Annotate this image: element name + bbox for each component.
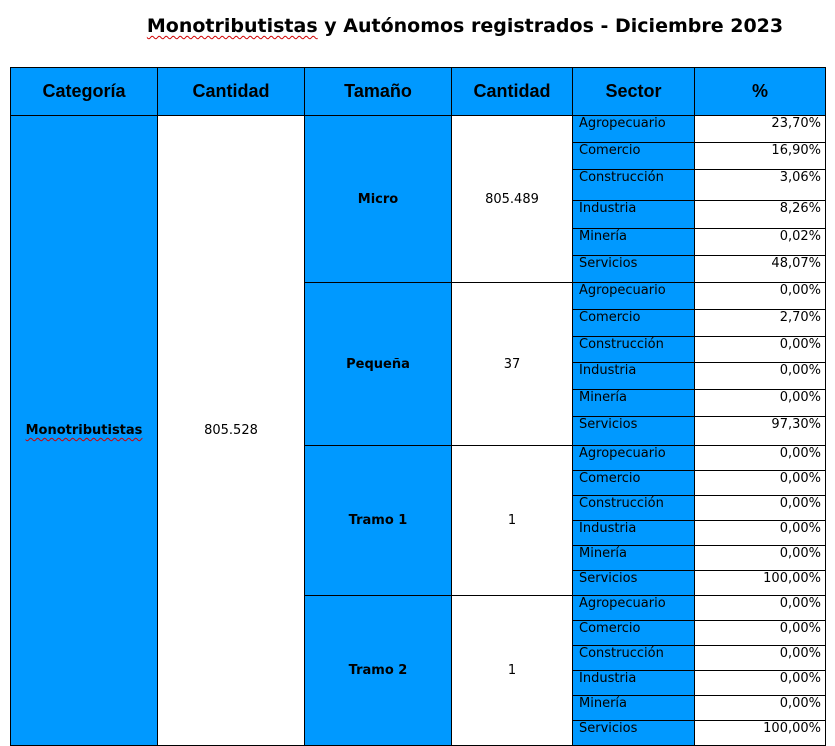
size-cell: Tramo 2 xyxy=(305,596,452,746)
percentage-cell: 0,00% xyxy=(695,621,826,646)
header-cantidad-tamano: Cantidad xyxy=(452,68,573,116)
category-cell xyxy=(11,116,158,746)
sector-cell: Servicios xyxy=(573,571,695,596)
registrations-table xyxy=(10,67,826,746)
size-cantidad: 1 xyxy=(452,446,573,596)
sector-cell: Servicios xyxy=(573,417,695,446)
sector-cell: Minería xyxy=(573,390,695,417)
percentage-cell: 97,30% xyxy=(695,417,826,446)
size-cell: Tramo 1 xyxy=(305,446,452,596)
percentage-cell: 0,00% xyxy=(695,471,826,496)
percentage-cell: 23,70% xyxy=(695,116,826,143)
header-categoria: Categoría xyxy=(11,68,158,116)
percentage-cell: 0,00% xyxy=(695,671,826,696)
title-rest: y Autónomos registrados - Diciembre 2023 xyxy=(317,15,784,37)
size-cell: Pequeña xyxy=(305,283,452,446)
percentage-cell: 0,00% xyxy=(695,363,826,390)
header-cantidad-categoria: Cantidad xyxy=(158,68,305,116)
percentage-cell: 0,00% xyxy=(695,646,826,671)
sector-cell: Servicios xyxy=(573,256,695,283)
sector-cell: Minería xyxy=(573,696,695,721)
percentage-cell: 0,00% xyxy=(695,390,826,417)
percentage-cell: 8,26% xyxy=(695,201,826,229)
header-tamano: Tamaño xyxy=(305,68,452,116)
percentage-cell: 0,00% xyxy=(695,521,826,546)
title-spellchecked-word: Monotributistas xyxy=(146,15,318,37)
sector-cell: Agropecuario xyxy=(573,283,695,310)
sector-cell: Agropecuario xyxy=(573,116,695,143)
percentage-cell: 0,00% xyxy=(695,596,826,621)
sector-cell: Comercio xyxy=(573,471,695,496)
percentage-cell: 48,07% xyxy=(695,256,826,283)
table-row xyxy=(11,116,826,143)
size-cantidad: 805.489 xyxy=(452,116,573,283)
sector-cell: Industria xyxy=(573,363,695,390)
sector-cell: Industria xyxy=(573,521,695,546)
percentage-cell: 0,00% xyxy=(695,546,826,571)
sector-cell: Comercio xyxy=(573,310,695,337)
sector-cell: Servicios xyxy=(573,721,695,746)
header-porcentaje: % xyxy=(695,68,826,116)
sector-cell: Construcción xyxy=(573,646,695,671)
sector-cell: Comercio xyxy=(573,621,695,646)
percentage-cell: 0,00% xyxy=(695,446,826,471)
percentage-cell: 0,00% xyxy=(695,496,826,521)
category-name: Monotributistas xyxy=(25,423,143,438)
percentage-cell: 0,02% xyxy=(695,229,826,256)
sector-cell: Minería xyxy=(573,546,695,571)
header-sector: Sector xyxy=(573,68,695,116)
header-row xyxy=(11,68,826,116)
sector-cell: Construcción xyxy=(573,496,695,521)
percentage-cell: 0,00% xyxy=(695,696,826,721)
sector-cell: Industria xyxy=(573,201,695,229)
category-cantidad: 805.528 xyxy=(158,116,305,746)
sector-cell: Minería xyxy=(573,229,695,256)
percentage-cell: 16,90% xyxy=(695,143,826,170)
size-cantidad: 1 xyxy=(452,596,573,746)
sector-cell: Comercio xyxy=(573,143,695,170)
size-cantidad: 37 xyxy=(452,283,573,446)
percentage-cell: 3,06% xyxy=(695,170,826,201)
sector-cell: Construcción xyxy=(573,170,695,201)
sector-cell: Agropecuario xyxy=(573,446,695,471)
size-cell: Micro xyxy=(305,116,452,283)
percentage-cell: 100,00% xyxy=(695,571,826,596)
sector-cell: Construcción xyxy=(573,337,695,363)
percentage-cell: 2,70% xyxy=(695,310,826,337)
sector-cell: Agropecuario xyxy=(573,596,695,621)
page-title xyxy=(0,15,835,37)
percentage-cell: 0,00% xyxy=(695,283,826,310)
percentage-cell: 100,00% xyxy=(695,721,826,746)
percentage-cell: 0,00% xyxy=(695,337,826,363)
sector-cell: Industria xyxy=(573,671,695,696)
